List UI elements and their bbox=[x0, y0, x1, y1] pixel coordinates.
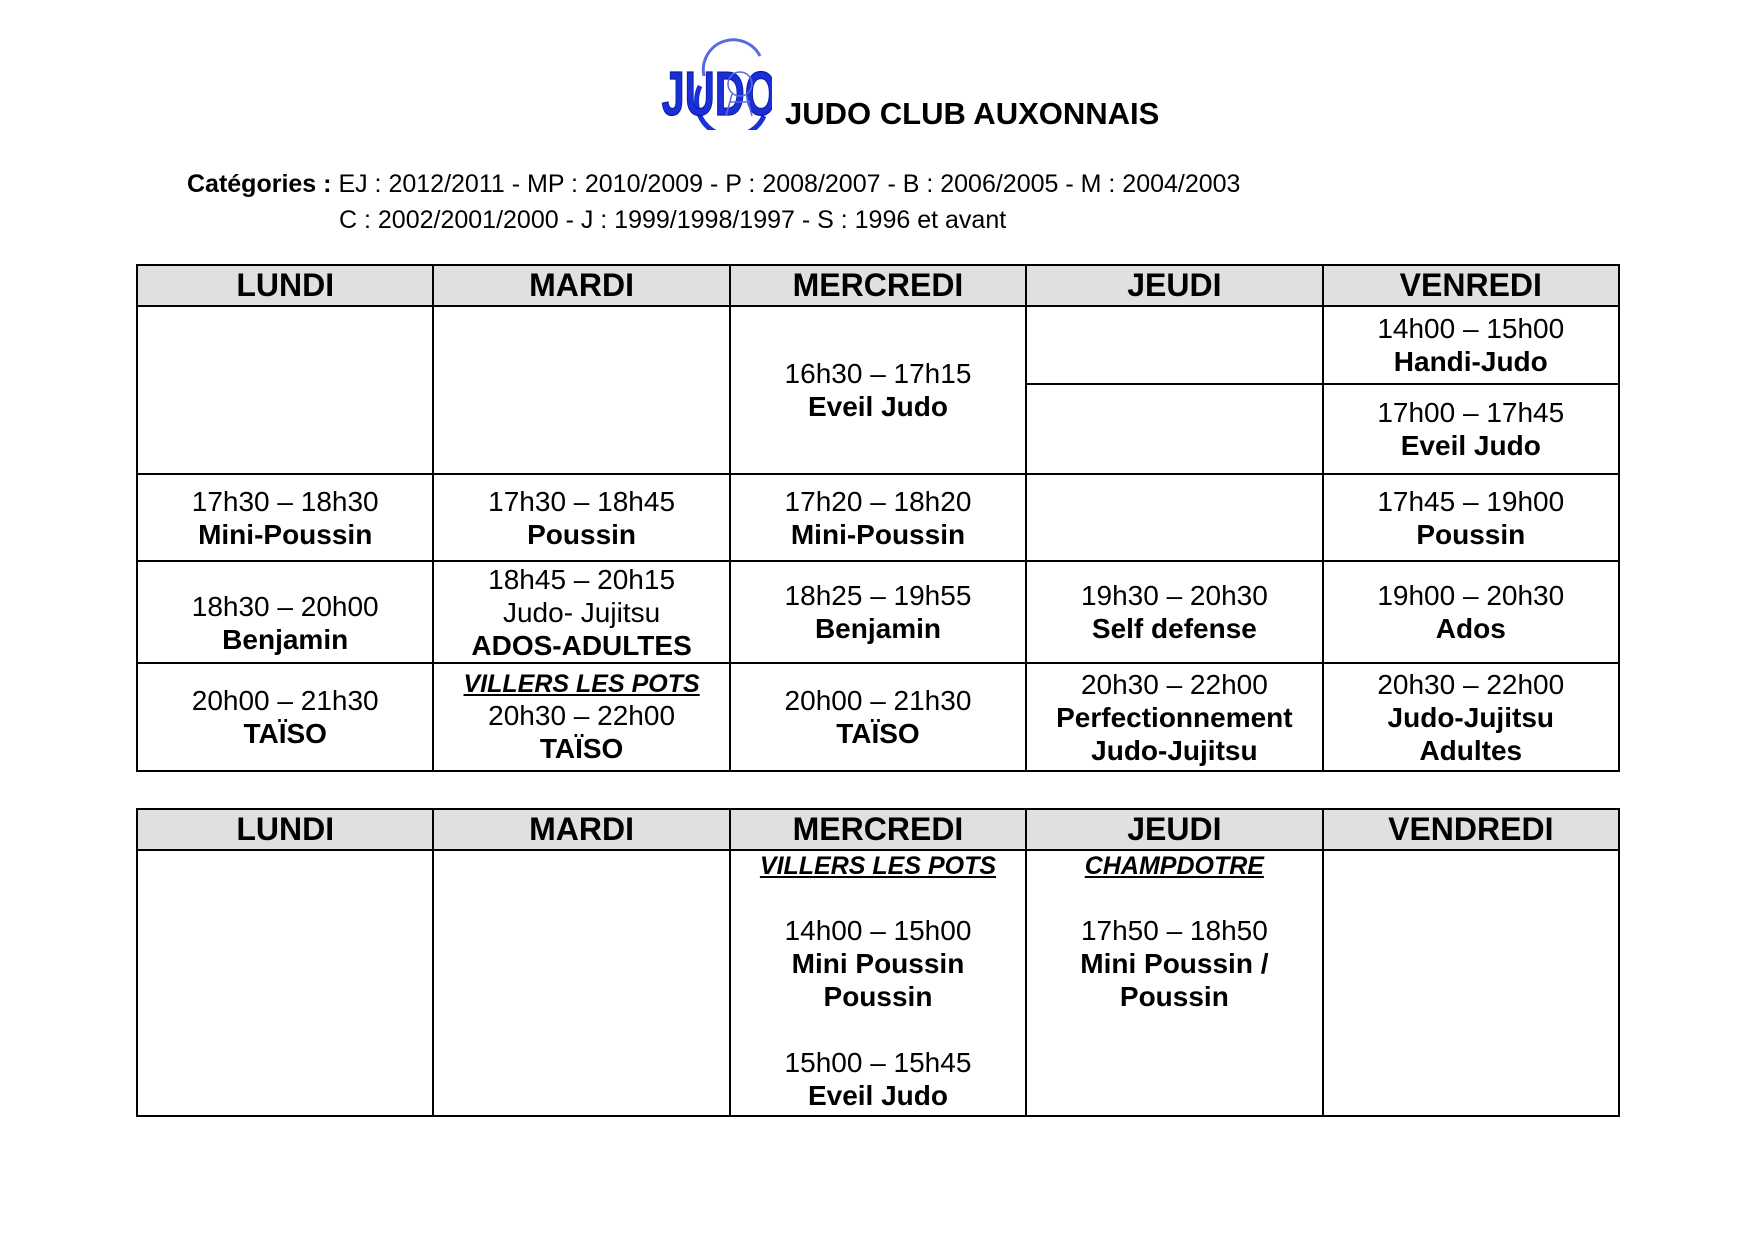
class-time: 17h20 – 18h20 bbox=[784, 485, 972, 517]
schedule-table-auxonne bbox=[136, 264, 1620, 772]
header-row bbox=[137, 809, 1619, 850]
svg-text:JUDO: JUDO bbox=[661, 59, 772, 130]
class-name: Self defense bbox=[1091, 613, 1257, 644]
schedule-cell bbox=[137, 474, 433, 561]
header-lundi: LUNDI bbox=[137, 265, 433, 306]
class-name: Poussin bbox=[1416, 518, 1526, 550]
class-time: 17h45 – 19h00 bbox=[1377, 485, 1565, 517]
schedule-cell bbox=[137, 561, 433, 663]
class-time: 17h00 – 17h45 bbox=[1377, 397, 1565, 428]
class-name: Mini-Poussin bbox=[198, 518, 373, 550]
class-name: Mini Poussin bbox=[791, 948, 965, 979]
class-time: 19h00 – 20h30 bbox=[1377, 580, 1565, 611]
class-time: 20h30 – 22h00 bbox=[488, 700, 676, 731]
class-time: 20h00 – 21h30 bbox=[784, 685, 972, 716]
schedule-cell bbox=[730, 474, 1026, 561]
class-name: Benjamin bbox=[222, 624, 349, 655]
class-name: Judo-Jujitsu bbox=[1387, 701, 1554, 733]
judo-logo-icon bbox=[660, 36, 772, 130]
schedule-table-outside bbox=[136, 808, 1620, 1117]
table-row bbox=[137, 850, 1619, 1116]
schedule-cell bbox=[1026, 561, 1322, 663]
class-name: Benjamin bbox=[814, 613, 941, 644]
schedule-cell bbox=[730, 306, 1026, 474]
header-row bbox=[137, 265, 1619, 306]
location-label: VILLERS LES POTS bbox=[759, 852, 997, 880]
schedule-cell bbox=[137, 663, 433, 771]
cell-empty bbox=[1026, 474, 1322, 561]
categories-legend bbox=[187, 166, 1240, 238]
class-time: 18h45 – 20h15 bbox=[488, 563, 676, 595]
class-time: 14h00 – 15h00 bbox=[1377, 313, 1565, 344]
class-name: Eveil Judo bbox=[807, 1080, 948, 1111]
schedule-cell bbox=[1323, 561, 1619, 663]
schedule-cell bbox=[730, 663, 1026, 771]
page-title: JUDO CLUB AUXONNAIS bbox=[785, 96, 1160, 131]
class-name: Mini Poussin / bbox=[1080, 948, 1269, 979]
class-name: Perfectionnement bbox=[1056, 701, 1293, 733]
spacer bbox=[138, 568, 432, 590]
class-name-line-2: Adultes bbox=[1419, 734, 1523, 766]
class-time: 18h30 – 20h00 bbox=[191, 591, 379, 622]
categories-line-2: C : 2002/2001/2000 - J : 1999/1998/1997 - S : 1996 et avant bbox=[339, 206, 1007, 234]
class-time: 19h30 – 20h30 bbox=[1080, 580, 1268, 611]
header-mercredi: MERCREDI bbox=[730, 265, 1026, 306]
cell-empty bbox=[433, 306, 729, 474]
class-name: TAÏSO bbox=[836, 718, 920, 749]
class-time: 18h25 – 19h55 bbox=[784, 580, 972, 611]
spacer bbox=[731, 881, 1025, 914]
header-vendredi: VENREDI bbox=[1323, 265, 1619, 306]
schedule-cell bbox=[1323, 663, 1619, 771]
schedule-cell bbox=[730, 850, 1026, 1116]
cell-empty bbox=[1323, 850, 1619, 1116]
class-name-line-2: Poussin bbox=[823, 981, 933, 1012]
cell-empty bbox=[1026, 306, 1322, 384]
schedule-cell bbox=[1026, 663, 1322, 771]
class-time: 20h00 – 21h30 bbox=[191, 685, 379, 716]
class-time: 17h50 – 18h50 bbox=[1080, 915, 1268, 946]
class-name: Poussin bbox=[527, 518, 637, 550]
class-name: Eveil Judo bbox=[1400, 430, 1541, 461]
schedule-cell bbox=[433, 474, 729, 561]
class-name: TAÏSO bbox=[243, 718, 327, 749]
cell-empty bbox=[137, 306, 433, 474]
class-name-line-2: Poussin bbox=[1119, 981, 1229, 1012]
class-subtitle: Judo- Jujitsu bbox=[502, 596, 661, 628]
spacer bbox=[731, 1013, 1025, 1046]
class-name: ADOS-ADULTES bbox=[471, 629, 692, 661]
table-row bbox=[137, 663, 1619, 771]
club-logo bbox=[660, 36, 772, 130]
header-lundi: LUNDI bbox=[137, 809, 433, 850]
class-time: 17h30 – 18h45 bbox=[488, 485, 676, 517]
schedule-cell bbox=[1323, 384, 1619, 474]
class-time: 15h00 – 15h45 bbox=[784, 1047, 972, 1078]
class-time: 14h00 – 15h00 bbox=[784, 915, 972, 946]
schedule-cell bbox=[1323, 474, 1619, 561]
categories-line-1 bbox=[187, 166, 1240, 202]
header-mardi: MARDI bbox=[433, 809, 729, 850]
class-time: 20h30 – 22h00 bbox=[1080, 668, 1268, 700]
location-label: VILLERS LES POTS bbox=[463, 670, 700, 698]
categories-label: Catégories : bbox=[187, 170, 332, 198]
schedule-cell bbox=[1026, 850, 1322, 1116]
header-mardi: MARDI bbox=[433, 265, 729, 306]
header-vendredi: VENDREDI bbox=[1323, 809, 1619, 850]
class-name: Mini-Poussin bbox=[790, 518, 966, 550]
table-row bbox=[137, 474, 1619, 561]
table-row bbox=[137, 306, 1619, 384]
categories-text-1: EJ : 2012/2011 - MP : 2010/2009 - P : 2008/2007 - B : 2006/2005 - M : 2004/2003 bbox=[338, 170, 1241, 198]
header-jeudi: JEUDI bbox=[1026, 265, 1322, 306]
schedule-cell bbox=[433, 561, 729, 663]
cell-empty bbox=[433, 850, 729, 1116]
schedule-cell bbox=[730, 561, 1026, 663]
header-jeudi: JEUDI bbox=[1026, 809, 1322, 850]
cell-empty bbox=[1026, 384, 1322, 474]
class-time: 16h30 – 17h15 bbox=[784, 358, 972, 389]
class-name: Ados bbox=[1435, 613, 1506, 644]
location-label: CHAMPDOTRE bbox=[1084, 852, 1264, 880]
class-time: 20h30 – 22h00 bbox=[1377, 668, 1565, 700]
schedule-cell bbox=[1323, 306, 1619, 384]
class-name: Eveil Judo bbox=[807, 391, 948, 422]
spacer bbox=[1027, 881, 1321, 914]
header-mercredi: MERCREDI bbox=[730, 809, 1026, 850]
schedule-cell bbox=[433, 663, 729, 771]
table-row bbox=[137, 561, 1619, 663]
cell-empty bbox=[137, 850, 433, 1116]
class-name: TAÏSO bbox=[539, 733, 624, 764]
class-time: 17h30 – 18h30 bbox=[191, 485, 379, 517]
class-name: Handi-Judo bbox=[1393, 346, 1548, 377]
class-name-line-2: Judo-Jujitsu bbox=[1091, 734, 1258, 766]
